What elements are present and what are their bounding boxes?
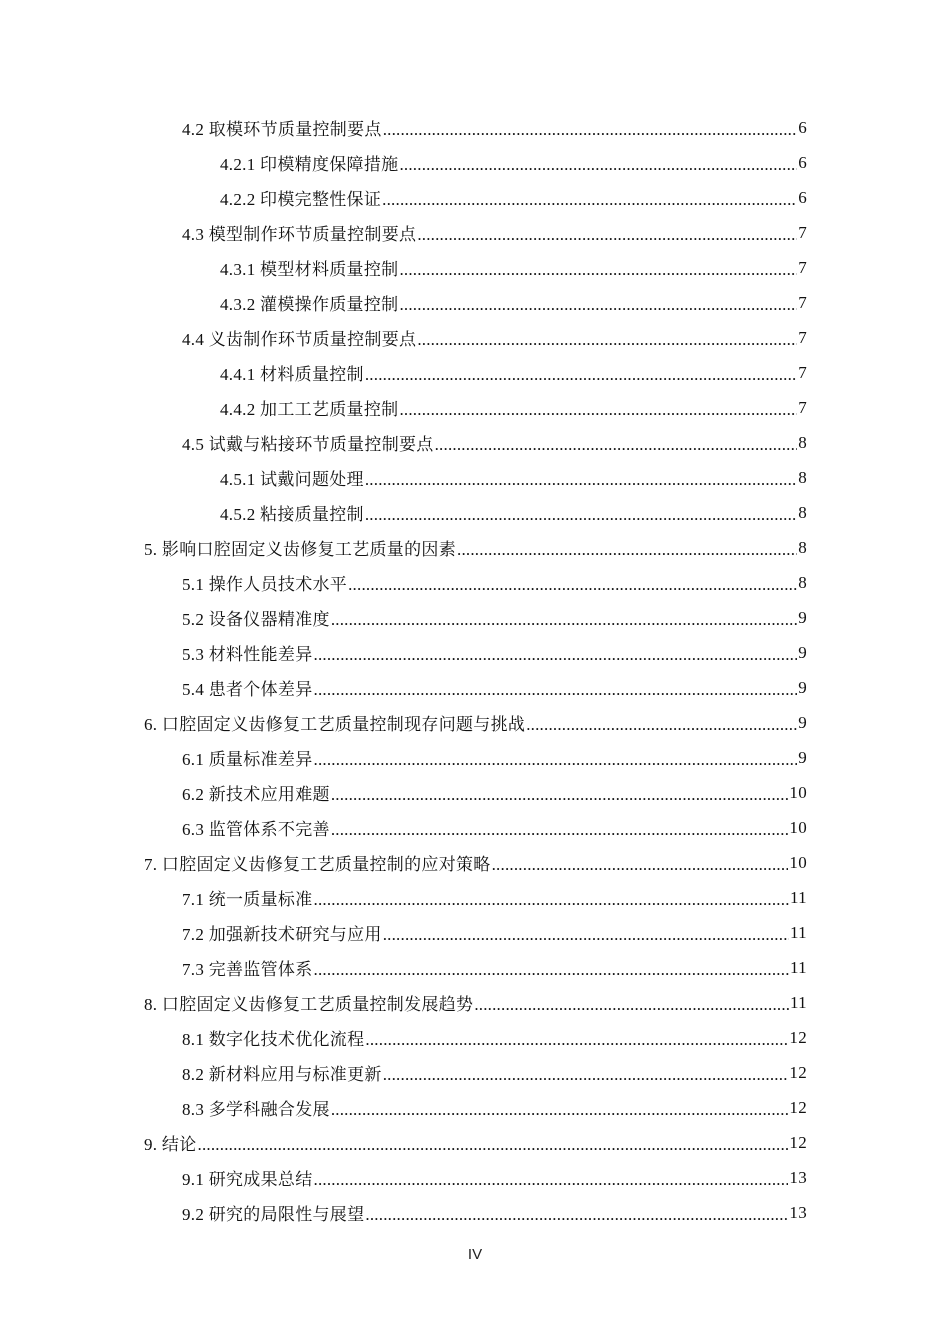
toc-entry[interactable] (0, 915, 807, 950)
toc-entry-page-number: 13 (789, 1167, 807, 1187)
toc-entry[interactable] (0, 740, 807, 775)
toc-dot-leader (457, 540, 797, 557)
toc-dot-leader (314, 750, 798, 767)
toc-entry-page-number: 7 (798, 292, 807, 312)
toc-entry-title: 5.3 材料性能差异 (182, 645, 313, 664)
toc-dot-leader (331, 785, 789, 802)
toc-entry[interactable] (0, 985, 807, 1020)
toc-entry-title: 4.3 模型制作环节质量控制要点 (182, 225, 417, 244)
toc-entry[interactable] (0, 355, 807, 390)
toc-entry[interactable] (0, 880, 807, 915)
toc-dot-leader (417, 225, 797, 242)
toc-entry[interactable] (0, 390, 807, 425)
toc-entry-title: 4.4.1 材料质量控制 (220, 365, 364, 384)
toc-entry-page-number: 9 (798, 747, 807, 767)
toc-dot-leader (331, 1100, 789, 1117)
toc-entry[interactable] (0, 1090, 807, 1125)
toc-entry-page-number: 11 (790, 957, 807, 977)
toc-entry[interactable] (0, 1160, 807, 1195)
toc-entry-page-number: 12 (789, 1062, 807, 1082)
toc-dot-leader (314, 645, 798, 662)
toc-entry-title: 5.2 设备仪器精准度 (182, 610, 330, 629)
toc-entry-page-number: 7 (798, 397, 807, 417)
toc-dot-leader (526, 715, 797, 732)
toc-entry-title: 4.3.2 灌模操作质量控制 (220, 295, 399, 314)
toc-entry[interactable] (0, 530, 807, 565)
toc-entry-title: 7.3 完善监管体系 (182, 960, 313, 979)
toc-dot-leader (399, 400, 797, 417)
toc-dot-leader (399, 155, 797, 172)
toc-entry[interactable] (0, 110, 807, 145)
toc-entry-title: 4.2.1 印模精度保障措施 (220, 155, 399, 174)
toc-entry[interactable] (0, 495, 807, 530)
toc-dot-leader (348, 575, 797, 592)
toc-dot-leader (399, 295, 797, 312)
toc-entry[interactable] (0, 810, 807, 845)
toc-entry[interactable] (0, 775, 807, 810)
toc-entry[interactable] (0, 1195, 807, 1230)
toc-dot-leader (383, 120, 797, 137)
toc-entry-page-number: 7 (798, 257, 807, 277)
toc-entry[interactable] (0, 460, 807, 495)
toc-entry[interactable] (0, 425, 807, 460)
page-number: IV (467, 1246, 483, 1263)
toc-dot-leader (383, 1065, 789, 1082)
toc-entry[interactable] (0, 285, 807, 320)
toc-entry-title: 9. 结论 (144, 1135, 197, 1154)
toc-dot-leader (435, 435, 798, 452)
toc-entry-title: 5.4 患者个体差异 (182, 680, 313, 699)
toc-entry-page-number: 7 (798, 327, 807, 347)
toc-entry-title: 6.2 新技术应用难题 (182, 785, 330, 804)
toc-entry-title: 9.2 研究的局限性与展望 (182, 1205, 365, 1224)
toc-entry-page-number: 9 (798, 712, 807, 732)
toc-entry[interactable] (0, 1020, 807, 1055)
toc-entry-page-number: 8 (798, 467, 807, 487)
toc-entry-title: 6.3 监管体系不完善 (182, 820, 330, 839)
toc-entry-page-number: 10 (789, 852, 807, 872)
toc-dot-leader (365, 1030, 788, 1047)
toc-entry-page-number: 11 (790, 887, 807, 907)
toc-entry-title: 5.1 操作人员技术水平 (182, 575, 348, 594)
toc-dot-leader (331, 820, 789, 837)
toc-entry-page-number: 8 (798, 537, 807, 557)
toc-entry-page-number: 8 (798, 572, 807, 592)
toc-dot-leader (365, 505, 797, 522)
toc-dot-leader (314, 960, 790, 977)
toc-entry-page-number: 7 (798, 222, 807, 242)
toc-dot-leader (365, 365, 797, 382)
toc-entry[interactable] (0, 1055, 807, 1090)
toc-dot-leader (314, 680, 798, 697)
toc-entry[interactable] (0, 215, 807, 250)
toc-entry-title: 4.3.1 模型材料质量控制 (220, 260, 399, 279)
toc-entry[interactable] (0, 145, 807, 180)
table-of-contents (0, 110, 950, 1230)
toc-entry-title: 4.2.2 印模完整性保证 (220, 190, 382, 209)
toc-entry-title: 7.2 加强新技术研究与应用 (182, 925, 382, 944)
toc-entry[interactable] (0, 845, 807, 880)
toc-dot-leader (383, 925, 789, 942)
toc-entry-title: 4.5 试戴与粘接环节质量控制要点 (182, 435, 434, 454)
toc-entry-title: 6.1 质量标准差异 (182, 750, 313, 769)
toc-entry[interactable] (0, 250, 807, 285)
toc-entry-title: 8.1 数字化技术优化流程 (182, 1030, 365, 1049)
toc-entry[interactable] (0, 705, 807, 740)
toc-entry-title: 4.4 义齿制作环节质量控制要点 (182, 330, 417, 349)
toc-entry-page-number: 8 (798, 502, 807, 522)
toc-dot-leader (198, 1135, 789, 1152)
toc-entry-page-number: 9 (798, 607, 807, 627)
toc-entry-title: 8.2 新材料应用与标准更新 (182, 1065, 382, 1084)
toc-entry-page-number: 9 (798, 642, 807, 662)
toc-entry-title: 8. 口腔固定义齿修复工艺质量控制发展趋势 (144, 995, 474, 1014)
toc-entry[interactable] (0, 635, 807, 670)
toc-entry-title: 4.2 取模环节质量控制要点 (182, 120, 382, 139)
toc-dot-leader (314, 1170, 789, 1187)
toc-entry[interactable] (0, 565, 807, 600)
toc-entry[interactable] (0, 950, 807, 985)
toc-dot-leader (314, 890, 790, 907)
toc-entry-title: 5. 影响口腔固定义齿修复工艺质量的因素 (144, 540, 456, 559)
toc-entry[interactable] (0, 320, 807, 355)
toc-dot-leader (492, 855, 789, 872)
toc-dot-leader (417, 330, 797, 347)
toc-dot-leader (331, 610, 797, 627)
toc-entry-page-number: 12 (789, 1097, 807, 1117)
toc-entry-page-number: 9 (798, 677, 807, 697)
toc-entry-page-number: 11 (790, 922, 807, 942)
toc-entry[interactable] (0, 670, 807, 705)
toc-entry-title: 6. 口腔固定义齿修复工艺质量控制现存问题与挑战 (144, 715, 526, 734)
toc-dot-leader (365, 470, 797, 487)
toc-entry-page-number: 10 (789, 782, 807, 802)
toc-entry-page-number: 12 (789, 1027, 807, 1047)
toc-entry[interactable] (0, 1125, 807, 1160)
toc-entry-page-number: 12 (789, 1132, 807, 1152)
toc-dot-leader (474, 995, 789, 1012)
toc-dot-leader (365, 1205, 788, 1222)
toc-entry[interactable] (0, 600, 807, 635)
toc-entry-page-number: 13 (789, 1202, 807, 1222)
toc-entry-title: 7.1 统一质量标准 (182, 890, 313, 909)
toc-entry-page-number: 6 (798, 187, 807, 207)
toc-dot-leader (399, 260, 797, 277)
toc-entry-title: 9.1 研究成果总结 (182, 1170, 313, 1189)
toc-entry-title: 4.4.2 加工工艺质量控制 (220, 400, 399, 419)
toc-entry[interactable] (0, 180, 807, 215)
toc-dot-leader (382, 190, 797, 207)
toc-entry-page-number: 7 (798, 362, 807, 382)
toc-entry-page-number: 6 (798, 152, 807, 172)
toc-entry-title: 4.5.1 试戴问题处理 (220, 470, 364, 489)
toc-entry-title: 4.5.2 粘接质量控制 (220, 505, 364, 524)
toc-entry-page-number: 8 (798, 432, 807, 452)
toc-entry-page-number: 11 (790, 992, 807, 1012)
toc-entry-page-number: 6 (798, 117, 807, 137)
toc-entry-title: 7. 口腔固定义齿修复工艺质量控制的应对策略 (144, 855, 491, 874)
toc-entry-page-number: 10 (789, 817, 807, 837)
toc-entry-title: 8.3 多学科融合发展 (182, 1100, 330, 1119)
